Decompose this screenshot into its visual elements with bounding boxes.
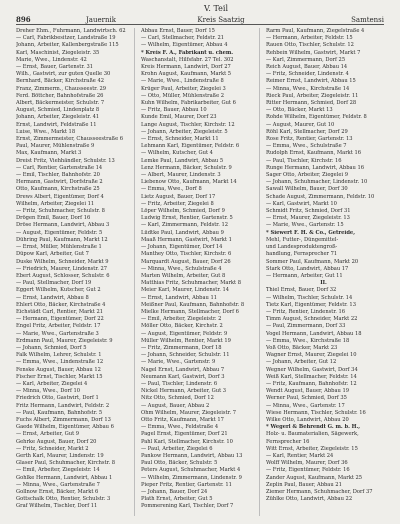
- directory-entry: Schade August, Zimmermann, Feldstr. 10: [266, 193, 375, 200]
- directory-entry: Abbau Ernst, Bauer, Dorf 15: [141, 28, 215, 34]
- directory-entry: Gaede Wilhelm, Eigentümer, Abbau 6: [16, 424, 114, 431]
- directory-entry: Wegner Wilhelm, Gastwirt, Dorf 34: [266, 366, 358, 373]
- directory-entry: — Johann, Arbeiter, Ziegeleistr. 5: [141, 128, 228, 135]
- directory-entry: — Otto, Bäcker, Markt 13: [266, 107, 333, 114]
- directory-entry: — Friedrich, Maurer, Lindenstr. 27: [16, 265, 108, 272]
- directory-entry: Lemke Paul, Landwirt, Abbau 5: [141, 157, 224, 164]
- directory-entry: Ebert August, Schlosser, Schulstr. 6: [16, 272, 110, 279]
- directory-entry: Röhl Karl, Stellmacher, Dorf 29: [266, 128, 348, 135]
- directory-entry: Zeplin Paul, Bauer, Abbau 21: [266, 481, 342, 488]
- directory-entry: — Hermann, Arbeiter, Gut 11: [266, 272, 343, 279]
- directory-entry: — Ernst, Schneider, Markt 11: [141, 136, 219, 143]
- directory-entry: Weiß Karl, Stellmacher, Feldstr. 14: [266, 373, 357, 380]
- directory-entry: Dreist Fritz, Viehhändler, Schulstr. 13: [16, 157, 115, 164]
- directory-entry: — Fritz, Rentier, Lindenstr. 16: [266, 308, 346, 315]
- directory-entry: Wolff Wilhelm, Maurer, Dorf 36: [266, 460, 348, 467]
- directory-entry: Runge Hermann, Landwirt, Abbau 16: [266, 164, 365, 171]
- directory-entry: — Karl, Rentier, Markt 24: [266, 452, 334, 459]
- directory-entry: Gohlke Hermann, Landwirt, Abbau 1: [16, 474, 113, 481]
- directory-entry: — Wilhelm, Tischler, Schulstr. 14: [266, 294, 353, 301]
- directory-entry: — Johann, Schmied, Dorf 5: [16, 344, 87, 351]
- directory-entry: — Wilhelm, Kutscher, Gut 4: [141, 150, 213, 157]
- directory-entry: Franz, Zimmerm., Chausseestr. 29: [16, 85, 107, 92]
- directory-entry: — Hermann, Eigentümer, Dorf 22: [16, 316, 104, 323]
- directory-entry: Timm August, Schneider, Markt 22: [266, 316, 358, 323]
- directory-entry: Johann, Arbeiter, Ziegeleistr. 41: [16, 114, 100, 121]
- directory-entry: Karl, Maschinist, Ziegeleistr. 35: [16, 49, 100, 56]
- directory-entry: — August, Bauer, Abbau 2: [141, 402, 210, 409]
- directory-entry: Liebenow Otto, Kaufmann, Markt 14: [141, 179, 237, 186]
- directory-entry: Otto Fritz, Kaufmann, Markt 17: [141, 416, 224, 423]
- directory-entry: Nitz Otto, Schmied, Dorf 12: [141, 395, 214, 402]
- directory-entry: Pagel Ernst, Eigentümer, Dorf 21: [141, 431, 228, 438]
- directory-entry: — Emil, Arbeiter, Ziegeleistr. 2: [141, 316, 222, 323]
- directory-entry: Eichstädt Carl, Rentier, Markt 21: [16, 308, 103, 315]
- directory-entry: — Emma, Wwe., Dorf 8: [141, 186, 202, 193]
- directory-entry: Zander August, Kaufmann, Markt 25: [266, 474, 363, 481]
- directory-entry: — Ernst, Landwirt, Abbau 8: [16, 294, 89, 301]
- column-3: [266, 28, 384, 516]
- directory-entry: Tietz Karl, Eigentümer, Feldstr. 13: [266, 301, 356, 308]
- running-head: Jauernik: [86, 16, 116, 24]
- directory-entry: Meier Karl, Maurer, Lindenstr. 14: [141, 287, 230, 294]
- directory-entry: Rudolph Ernst, Kaufmann, Markt 16: [266, 150, 362, 157]
- directory-entry: — Marie, Wwe., Gartenstr. 9: [141, 359, 216, 366]
- directory-entry: — Marie, Wwe., Gartenstraße 3: [16, 330, 99, 337]
- directory-entry: Waschanstalt, Hilfsfabr. 27 Tel. 302: [141, 56, 234, 63]
- directory-entry: Reimer Ernst, Landwirt, Abbau 15: [266, 78, 356, 85]
- directory-entry: Stark Otto, Landwirt, Abbau 17: [266, 265, 349, 272]
- directory-entry: Reich August, Bauer, Abbau 14: [266, 64, 348, 71]
- directory-entry: — Paul, Tischler, Lindenstr. 6: [141, 380, 218, 387]
- directory-entry: — Ernst, Müller, Mühlenstraße 1: [16, 244, 102, 251]
- directory-entry: Pieper Fritz, Rentier, Gartenstr. 11: [141, 481, 232, 488]
- directory-entry: Drögen Emil, Bauer, Dorf 16: [16, 215, 91, 222]
- directory-entry: — Emil, Tischler, Bahnhofstr. 20: [16, 172, 100, 179]
- directory-entry: — Carl, Rentier, Gartenstraße 14: [16, 164, 103, 171]
- directory-entry: Gerth Karl, Maurer, Lindenstr. 19: [16, 452, 104, 459]
- directory-entry: — Emil, Arbeiter, Ziegeleistr. 14: [16, 467, 100, 474]
- directory-entry: Sawall Wilhelm, Bauer, Dorf 30: [266, 186, 348, 193]
- directory-entry: Dühring Paul, Kaufmann, Markt 12: [16, 236, 108, 243]
- directory-entry: — Wilhelm, Zimmermann, Lindenstr. 9: [141, 474, 242, 481]
- directory-entry: — Karl, Zimmermann, Dorf 25: [266, 56, 346, 63]
- directory-entry: Witt Ernst, Arbeiter, Ziegeleistr. 15: [266, 445, 358, 452]
- directory-entry: Düpow Karl, Arbeiter, Gut 7: [16, 251, 89, 258]
- directory-entry: Schmidt Fritz, Schmied, Dorf 31: [266, 208, 351, 215]
- directory-entry: — Ernst, Maurer, Ziegeleistr. 13: [266, 215, 350, 222]
- directory-entry: Nickel Hermann, Arbeiter, Gut 3: [141, 388, 227, 395]
- directory-entry: — Fritz, Kaufmann, Bahnhofstr. 12: [266, 380, 357, 387]
- column-1: [16, 28, 135, 516]
- directory-entry: Wagner Ernst, Maurer, Ziegelei 10: [266, 352, 357, 359]
- directory-entry: — Minna, Wwe., Kirchstraße 14: [266, 85, 350, 92]
- directory-entry: Ohm Wilhelm, Maurer, Ziegeleistr. 7: [141, 409, 237, 416]
- directory-entry: Wiese Hermann, Tischler, Schulstr. 16: [266, 409, 366, 416]
- directory-entry: Rieck Paul, Arbeiter, Ziegeleistr. 11: [266, 92, 359, 99]
- directory-entry: — Ernst, Landwirt, Abbau 11: [141, 294, 218, 301]
- directory-entry: — Emma, Wwe., Feldstraße 4: [141, 424, 219, 431]
- directory-entry: — Minna, Wwe., Gartenstraße 7: [16, 481, 100, 488]
- directory-entry: — Minna, Wwe., Schulstraße 4: [141, 265, 222, 272]
- directory-entry: — Carl, Fabrikbesitzer, Landstraße 19: [16, 35, 116, 42]
- directory-entry: — Hermann, Arbeiter, Feldstr. 15: [266, 35, 353, 42]
- directory-entry: Ziemer Hermann, Schuhmacher, Dorf 37: [266, 489, 373, 495]
- directory-entry: Holz- u. Baumaterialien, Sägewerk,: [266, 431, 359, 438]
- directory-entry: Falk Wilhelm, Lehrer, Schulstr. 1: [16, 352, 102, 359]
- directory-entry: Ehlert Otto, Bäcker, Kirchstraße 4: [16, 301, 106, 308]
- directory-entry: August, Schmied, Lindenplatz 8: [16, 107, 100, 114]
- directory-entry: II.: [320, 280, 327, 287]
- directory-entry: Manthey Otto, Tischler, Kirchstr. 6: [141, 251, 232, 258]
- directory-entry: Lehmann Karl, Eigentümer, Feldstr. 6: [141, 143, 240, 150]
- directory-entry: — Minna, Wwe., Gartenstr. 17: [266, 402, 345, 409]
- directory-entry: Ernst, Landwirt, Feldstraße 11: [16, 121, 97, 128]
- directory-entry: Graf Wilhelm, Tischler, Dorf 11: [16, 503, 98, 510]
- directory-entry: — Paul, Kaufmann, Bahnhofstr. 5: [16, 409, 103, 416]
- directory-entry: Mielke Hermann, Stellmacher, Dorf 6: [141, 308, 239, 315]
- sheet-label: Samtensi: [351, 16, 384, 24]
- directory-entry: Erdmann Paul, Maurer, Ziegeleistr. 9: [16, 337, 113, 344]
- directory-entry: — Ernst, Bauer, Gartenstr. 31: [16, 64, 94, 71]
- directory-entry: — Emma, Wwe., Lindenstraße 12: [16, 359, 104, 366]
- directory-entry: Rehbein Wilhelm, Gastwirt, Markt 7: [266, 49, 361, 56]
- directory-entry: Johann, Arbeiter, Kallenbergstraße 115: [16, 42, 119, 49]
- column-2: [141, 28, 260, 516]
- directory-entry: — Karl, Arbeiter, Ziegelei 4: [16, 380, 88, 387]
- directory-entry: Wilh., Gastwirt, zur guten Quelle 30: [16, 71, 111, 78]
- directory-entry: Lietz August, Bauer, Dorf 17: [141, 193, 216, 200]
- directory-entry: — Johann, Schneider, Schulstr. 11: [141, 352, 230, 359]
- directory-entry: — Emma, Wwe., Kirchstraße 18: [266, 337, 350, 344]
- directory-entry: Wilhelm, Arbeiter, Ziegelei 11: [16, 200, 95, 207]
- directory-entry: — Otto, Müller, Mühlenstraße 2: [141, 92, 225, 99]
- directory-entry: Dröse Hermann, Landwirt, Abbau 3: [16, 222, 110, 229]
- directory-entry: Fritz Hermann, Landwirt, Feldstr. 2: [16, 402, 110, 409]
- directory-entry: Müller Wilhelm, Rentier, Markt 19: [141, 337, 231, 344]
- directory-entry: — Emma, Wwe., Schulstraße 7: [266, 143, 347, 150]
- directory-entry: Fischer Ernst, Tischler, Markt 15: [16, 373, 103, 380]
- directory-entry: Thiel Ernst, Bauer, Dorf 32: [266, 287, 337, 294]
- directory-entry: Löper Wilhelm, Schmied, Dorf 9: [141, 208, 225, 215]
- directory-entry: — Marie, Wwe., Lindenstraße 8: [141, 78, 224, 85]
- directory-entry: — Wilhelm, Eigentümer, Abbau 4: [141, 42, 228, 49]
- directory-entry: Gollnow Ernst, Bäcker, Markt 6: [16, 489, 99, 495]
- directory-entry: Lüdtke Paul, Landwirt, Abbau 9: [141, 229, 224, 236]
- directory-entry: — Johann, Bauer, Dorf 24: [141, 489, 208, 495]
- directory-entry: Gottschalk Otto, Rentier, Schulstr. 3: [16, 496, 111, 503]
- directory-entry: Hermann, Gastwirt, Dorfstraße 2: [16, 179, 103, 186]
- directory-entry: Kuhn Wilhelm, Fabrikarbeiter, Gut 6: [141, 100, 236, 107]
- directory-entry: Plath Ernst, Arbeiter, Gut 5: [141, 496, 213, 503]
- directory-entry: — Paul, Stellmacher, Dorf 19: [16, 280, 92, 287]
- directory-entry: * Siewert F. H. & Co., Getreide,: [266, 229, 355, 236]
- directory-entry: Bernhard, Bäcker, Kirchstraße 42: [16, 78, 105, 85]
- directory-entry: Marie, Wwe., Lindenstr. 42: [16, 56, 87, 63]
- directory-entry: Rohde Wilhelm, Eigentümer, Feldstr. 8: [266, 114, 367, 121]
- directory-entry: Mehl, Futter-, Düngemittel-: [266, 236, 339, 243]
- directory-entry: — Karl, Gastwirt, Markt 10: [266, 200, 337, 207]
- directory-entry: und Landesproduktengroß-: [266, 244, 338, 251]
- directory-entry: — Johann, Arbeiter, Gut 12: [266, 359, 337, 366]
- directory-entry: Rauen Otto, Tischler, Schulstr. 12: [266, 42, 354, 49]
- directory-entry: — August, Maurer, Gut 10: [266, 121, 335, 128]
- directory-entry: Gehrke August, Bauer, Dorf 20: [16, 438, 97, 445]
- directory-entry: Ferd. Böttcher, Bahnhofstraße 26: [16, 92, 104, 99]
- directory-entry: Max, Kaufmann, Markt 3: [16, 150, 82, 157]
- directory-entry: Friedrich Otto, Gastwirt, Dorf 1: [16, 395, 99, 402]
- directory-entry: Glaser Paul, Schuhmacher, Kirchstr. 8: [16, 460, 116, 467]
- directory-entry: Möller Otto, Bäcker, Kirchstr. 2: [141, 323, 223, 330]
- directory-entry: Fenske August, Bauer, Abbau 12: [16, 366, 101, 373]
- directory-entry: Fernsprecher 16: [266, 438, 310, 445]
- directory-entry: — Fritz, Schneider, Lindenstr. 4: [266, 71, 349, 78]
- directory-entry: Lenz Hermann, Bäcker, Schulstr. 9: [141, 164, 232, 171]
- directory-entry: Krüger Paul, Arbeiter, Ziegelei 3: [141, 85, 226, 92]
- directory-entry: Sommer Paul, Kaufmann, Markt 20: [266, 258, 359, 265]
- directory-entry: Duske Wilhelm, Schneider, Markt 9: [16, 258, 109, 265]
- directory-entry: Pommerening Karl, Tischler, Dorf 7: [141, 503, 234, 510]
- directory-entry: Wendt August, Bauer, Abbau 19: [266, 388, 350, 395]
- directory-entry: Ludwig Ernst, Rentier, Gartenstr. 5: [141, 215, 233, 222]
- directory-entry: Voß Otto, Bäcker, Markt 23: [266, 344, 338, 351]
- directory-entry: Ernst, Zimmermeister, Chausseestraße 6: [16, 136, 124, 143]
- directory-entry: Luise, Wwe., Markt 18: [16, 128, 76, 135]
- directory-entry: Marquardt August, Bauer, Dorf 26: [141, 258, 231, 265]
- directory-entry: handlung, Fernsprecher 71: [266, 251, 338, 258]
- columns: [16, 28, 384, 516]
- directory-entry: — Karl, Zimmermann, Feldstr. 12: [141, 222, 229, 229]
- directory-entry: — Marie, Wwe., Gartenstr. 15: [266, 222, 344, 229]
- section-title: Kreis Saatzig: [197, 16, 245, 24]
- directory-entry: — Fritz, Zimmermann, Dorf 18: [141, 344, 222, 351]
- directory-entry: Ritter Hermann, Schmied, Dorf 28: [266, 100, 357, 107]
- directory-entry: Maaß Hermann, Gastwirt, Markt 1: [141, 236, 232, 243]
- directory-entry: Marten Wilhelm, Arbeiter, Gut 8: [141, 272, 226, 279]
- directory-entry: Dreher Ehm., Fuhrmann, Landwirtsch. 62: [16, 28, 126, 34]
- directory-entry: — Paul, Tischler, Kirchstr. 16: [266, 157, 342, 164]
- directory-entry: Paul, Maurer, Mühlenstraße 9: [16, 143, 95, 150]
- directory-entry: * Kreis F. A., Fabrikant u. chem.: [141, 49, 234, 56]
- directory-entry: — Fritz, Schneider, Markt 2: [16, 445, 89, 452]
- directory-entry: Engel Fritz, Arbeiter, Feldstr. 17: [16, 323, 101, 330]
- directory-entry: — Minna, Wwe., Dorf 10: [16, 388, 81, 395]
- directory-entry: — August, Eigentümer, Feldstr. 5: [16, 229, 103, 236]
- directory-entry: — Carl, Stellmacher, Feldstr. 21: [141, 35, 225, 42]
- directory-entry: Meißner Paul, Kaufmann, Bahnhofstr. 8: [141, 301, 245, 308]
- header-rule: [16, 24, 384, 25]
- directory-entry: — Fritz, Eigentümer, Feldstr. 16: [266, 467, 350, 474]
- directory-entry: Pankow Hermann, Landwirt, Abbau 13: [141, 452, 243, 459]
- directory-entry: Krohn August, Kaufmann, Markt 5: [141, 71, 232, 78]
- directory-entry: — Paul, Zimmermann, Dorf 33: [266, 323, 346, 330]
- directory-entry: Sager Otto, Arbeiter, Ziegelei 9: [266, 172, 348, 179]
- directory-entry: — August, Eigentümer, Feldstr. 9: [141, 330, 228, 337]
- directory-entry: Paul Otto, Bäcker, Schulstr. 5: [141, 460, 218, 467]
- directory-entry: Albert, Bäckermeister, Schulstr. 7: [16, 100, 105, 107]
- directory-entry: Rarm Paul, Kaufmann, Ziegelstraße 4: [266, 28, 365, 34]
- directory-entry: Kunde Emil, Maurer, Dorf 23: [141, 114, 217, 121]
- directory-entry: Lange August, Tischler, Kirchstr. 12: [141, 121, 235, 128]
- directory-entry: Otto, Kaufmann, Kirchstraße 25: [16, 186, 100, 193]
- directory-entry: Eggert Wilhelm, Kutscher, Gut 2: [16, 287, 101, 294]
- directory-entry: — Paul, Arbeiter, Ziegelei 6: [141, 445, 213, 452]
- directory-entry: — Fritz, Schuhmacher, Schulstr. 8: [16, 208, 105, 215]
- directory-entry: Rose Fritz, Rentier, Gartenstr. 13: [266, 136, 353, 143]
- directory-entry: Neumann Karl, Gastwirt, Dorf 3: [141, 373, 225, 380]
- directory-entry: — Johann, Eigentümer, Dorf 14: [141, 244, 223, 251]
- directory-entry: — Albert, Maurer, Lindenstr. 3: [141, 172, 221, 179]
- directory-entry: * Wegerl & Behrendt G. m. b. H.,: [266, 424, 361, 431]
- directory-entry: — Fritz, Bauer, Abbau 10: [141, 107, 207, 114]
- directory-entry: Peters August, Schuhmacher, Markt 4: [141, 467, 241, 474]
- directory-entry: — Johann, Schuhmacher, Lindenstr. 10: [266, 179, 368, 186]
- directory-entry: — Fritz, Arbeiter, Ziegelei 8: [141, 200, 214, 207]
- directory-entry: Vogel Hermann, Landwirt, Abbau 18: [266, 330, 362, 337]
- directory-entry: Matthias Fritz, Schuhmacher, Markt 8: [141, 280, 241, 287]
- page-number: 896: [16, 15, 31, 24]
- directory-entry: Drews Albert, Eigentümer, Dorf 4: [16, 193, 104, 200]
- part-title: V. Teil: [203, 4, 229, 13]
- page-header: [16, 4, 384, 30]
- directory-entry: Pahl Karl, Stellmacher, Kirchstr. 10: [141, 438, 233, 445]
- directory-entry: — Ernst, Arbeiter, Gut 9: [16, 431, 80, 438]
- directory-entry: Werner Paul, Schmied, Dorf 35: [266, 395, 347, 402]
- directory-entry: Wilke Otto, Landwirt, Abbau 20: [266, 416, 349, 423]
- directory-entry: Fuchs Albert, Zimmermann, Dorf 13: [16, 416, 111, 423]
- directory-entry: Nagel Ernst, Landwirt, Abbau 7: [141, 366, 225, 373]
- directory-entry: Zühlke Otto, Landwirt, Abbau 22: [266, 496, 353, 503]
- directory-entry: Kreis Hermann, Landwirt, Dorf 27: [141, 64, 231, 71]
